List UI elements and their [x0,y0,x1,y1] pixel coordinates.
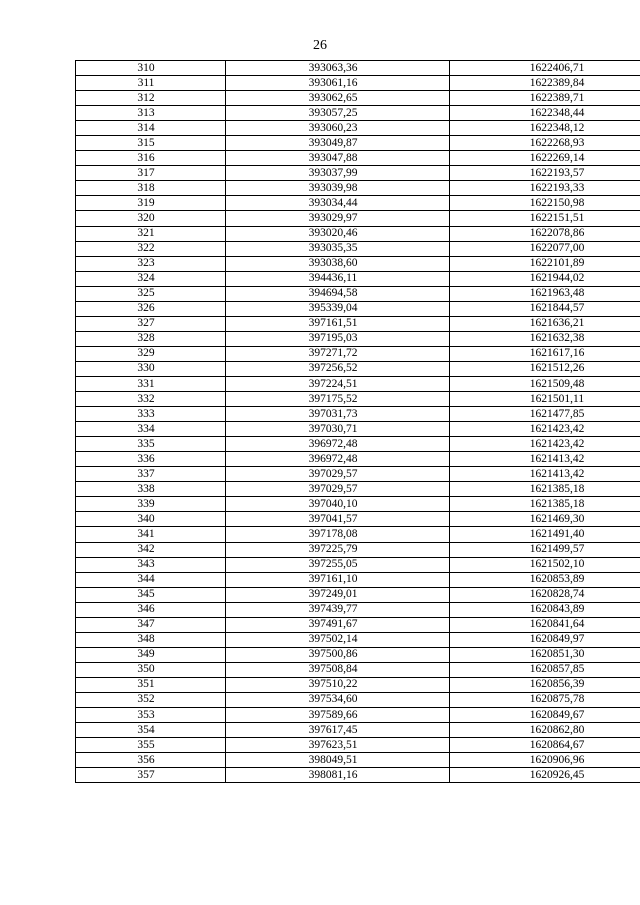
y-coordinate-cell: 1622389,71 [450,91,640,106]
table-row [76,211,640,226]
y-coordinate-cell: 1621963,48 [450,286,640,301]
point-number-cell: 336 [76,452,226,467]
point-number-cell: 314 [76,121,226,136]
x-coordinate-cell: 398049,51 [226,753,450,768]
x-coordinate-cell: 397510,22 [226,677,450,692]
y-coordinate-cell: 1622269,14 [450,151,640,166]
y-coordinate-cell: 1621617,16 [450,346,640,361]
x-coordinate-cell: 397439,77 [226,602,450,617]
table-row [76,723,640,738]
point-number-cell: 347 [76,617,226,632]
point-number-cell: 353 [76,708,226,723]
point-number-cell: 352 [76,692,226,707]
point-number-cell: 320 [76,211,226,226]
table-row [76,61,640,76]
point-number-cell: 317 [76,166,226,181]
table-row [76,482,640,497]
x-coordinate-cell: 393029,97 [226,211,450,226]
y-coordinate-cell: 1621477,85 [450,407,640,422]
point-number-cell: 356 [76,753,226,768]
x-coordinate-cell: 397617,45 [226,723,450,738]
point-number-cell: 329 [76,346,226,361]
x-coordinate-cell: 397491,67 [226,617,450,632]
table-row [76,241,640,256]
point-number-cell: 330 [76,361,226,376]
y-coordinate-cell: 1621499,57 [450,542,640,557]
point-number-cell: 341 [76,527,226,542]
y-coordinate-cell: 1620856,39 [450,677,640,692]
point-number-cell: 318 [76,181,226,196]
y-coordinate-cell: 1621632,38 [450,331,640,346]
point-number-cell: 327 [76,316,226,331]
y-coordinate-cell: 1621509,48 [450,376,640,391]
point-number-cell: 338 [76,482,226,497]
point-number-cell: 350 [76,662,226,677]
y-coordinate-cell: 1622268,93 [450,136,640,151]
point-number-cell: 335 [76,437,226,452]
table-row [76,407,640,422]
table-row [76,617,640,632]
y-coordinate-cell: 1620843,89 [450,602,640,617]
y-coordinate-cell: 1621502,10 [450,557,640,572]
x-coordinate-cell: 393035,35 [226,241,450,256]
point-number-cell: 313 [76,106,226,121]
table-row [76,91,640,106]
point-number-cell: 316 [76,151,226,166]
x-coordinate-cell: 397195,03 [226,331,450,346]
y-coordinate-cell: 1620851,30 [450,647,640,662]
y-coordinate-cell: 1620849,67 [450,708,640,723]
table-row [76,316,640,331]
point-number-cell: 343 [76,557,226,572]
y-coordinate-cell: 1622150,98 [450,196,640,211]
table-row [76,497,640,512]
table-row [76,527,640,542]
x-coordinate-cell: 397534,60 [226,692,450,707]
table-row [76,437,640,452]
y-coordinate-cell: 1621413,42 [450,452,640,467]
y-coordinate-cell: 1621512,26 [450,361,640,376]
table-row [76,512,640,527]
y-coordinate-cell: 1620926,45 [450,768,640,783]
point-number-cell: 345 [76,587,226,602]
y-coordinate-cell: 1620862,80 [450,723,640,738]
x-coordinate-cell: 397040,10 [226,497,450,512]
point-number-cell: 326 [76,301,226,316]
x-coordinate-cell: 397508,84 [226,662,450,677]
point-number-cell: 357 [76,768,226,783]
x-coordinate-cell: 397031,73 [226,407,450,422]
x-coordinate-cell: 397500,86 [226,647,450,662]
y-coordinate-cell: 1622151,51 [450,211,640,226]
point-number-cell: 346 [76,602,226,617]
x-coordinate-cell: 393037,99 [226,166,450,181]
point-number-cell: 344 [76,572,226,587]
table-row [76,196,640,211]
table-row [76,738,640,753]
x-coordinate-cell: 394436,11 [226,271,450,286]
y-coordinate-cell: 1621413,42 [450,467,640,482]
y-coordinate-cell: 1622406,71 [450,61,640,76]
y-coordinate-cell: 1620875,78 [450,692,640,707]
x-coordinate-cell: 397502,14 [226,632,450,647]
x-coordinate-cell: 397030,71 [226,422,450,437]
x-coordinate-cell: 397178,08 [226,527,450,542]
x-coordinate-cell: 397041,57 [226,512,450,527]
y-coordinate-cell: 1620857,85 [450,662,640,677]
table-row [76,452,640,467]
point-number-cell: 323 [76,256,226,271]
point-number-cell: 315 [76,136,226,151]
point-number-cell: 339 [76,497,226,512]
table-row [76,467,640,482]
table-row [76,376,640,391]
x-coordinate-cell: 397271,72 [226,346,450,361]
x-coordinate-cell: 397175,52 [226,392,450,407]
table-row [76,346,640,361]
point-number-cell: 351 [76,677,226,692]
x-coordinate-cell: 397224,51 [226,376,450,391]
table-row [76,166,640,181]
y-coordinate-cell: 1621491,40 [450,527,640,542]
y-coordinate-cell: 1620864,67 [450,738,640,753]
point-number-cell: 310 [76,61,226,76]
y-coordinate-cell: 1620828,74 [450,587,640,602]
y-coordinate-cell: 1621469,30 [450,512,640,527]
table-row [76,587,640,602]
point-number-cell: 332 [76,392,226,407]
point-number-cell: 321 [76,226,226,241]
table-row [76,557,640,572]
point-number-cell: 348 [76,632,226,647]
y-coordinate-cell: 1622077,00 [450,241,640,256]
table-row [76,632,640,647]
y-coordinate-cell: 1622348,12 [450,121,640,136]
table-row [76,708,640,723]
point-number-cell: 331 [76,376,226,391]
table-row [76,331,640,346]
y-coordinate-cell: 1622389,84 [450,76,640,91]
table-row [76,136,640,151]
point-number-cell: 333 [76,407,226,422]
table-row [76,301,640,316]
coordinates-table-body [76,61,640,783]
table-row [76,256,640,271]
point-number-cell: 354 [76,723,226,738]
point-number-cell: 355 [76,738,226,753]
table-row [76,647,640,662]
point-number-cell: 319 [76,196,226,211]
point-number-cell: 340 [76,512,226,527]
point-number-cell: 322 [76,241,226,256]
x-coordinate-cell: 394694,58 [226,286,450,301]
table-row [76,151,640,166]
y-coordinate-cell: 1620849,97 [450,632,640,647]
y-coordinate-cell: 1621944,02 [450,271,640,286]
x-coordinate-cell: 397029,57 [226,482,450,497]
y-coordinate-cell: 1622078,86 [450,226,640,241]
x-coordinate-cell: 397589,66 [226,708,450,723]
x-coordinate-cell: 397161,51 [226,316,450,331]
x-coordinate-cell: 398081,16 [226,768,450,783]
x-coordinate-cell: 393060,23 [226,121,450,136]
y-coordinate-cell: 1622193,57 [450,166,640,181]
x-coordinate-cell: 393034,44 [226,196,450,211]
table-row [76,76,640,91]
y-coordinate-cell: 1621844,57 [450,301,640,316]
x-coordinate-cell: 397225,79 [226,542,450,557]
y-coordinate-cell: 1620853,89 [450,572,640,587]
point-number-cell: 349 [76,647,226,662]
x-coordinate-cell: 393038,60 [226,256,450,271]
y-coordinate-cell: 1621385,18 [450,482,640,497]
point-number-cell: 325 [76,286,226,301]
x-coordinate-cell: 393062,65 [226,91,450,106]
y-coordinate-cell: 1620906,96 [450,753,640,768]
table-row [76,768,640,783]
table-row [76,422,640,437]
x-coordinate-cell: 396972,48 [226,437,450,452]
table-row [76,226,640,241]
x-coordinate-cell: 397249,01 [226,587,450,602]
table-row [76,361,640,376]
point-number-cell: 334 [76,422,226,437]
coordinates-table [75,60,640,783]
table-row [76,572,640,587]
table-row [76,286,640,301]
table-row [76,121,640,136]
point-number-cell: 312 [76,91,226,106]
x-coordinate-cell: 397029,57 [226,467,450,482]
point-number-cell: 311 [76,76,226,91]
table-row [76,692,640,707]
y-coordinate-cell: 1622101,89 [450,256,640,271]
point-number-cell: 342 [76,542,226,557]
x-coordinate-cell: 397256,52 [226,361,450,376]
y-coordinate-cell: 1621423,42 [450,437,640,452]
x-coordinate-cell: 393057,25 [226,106,450,121]
y-coordinate-cell: 1621423,42 [450,422,640,437]
table-row [76,271,640,286]
y-coordinate-cell: 1622193,33 [450,181,640,196]
table-row [76,753,640,768]
y-coordinate-cell: 1620841,64 [450,617,640,632]
y-coordinate-cell: 1622348,44 [450,106,640,121]
table-row [76,677,640,692]
point-number-cell: 337 [76,467,226,482]
x-coordinate-cell: 397623,51 [226,738,450,753]
page-number: 26 [313,38,327,53]
table-row [76,106,640,121]
table-row [76,181,640,196]
table-row [76,602,640,617]
y-coordinate-cell: 1621385,18 [450,497,640,512]
x-coordinate-cell: 396972,48 [226,452,450,467]
x-coordinate-cell: 397161,10 [226,572,450,587]
x-coordinate-cell: 395339,04 [226,301,450,316]
x-coordinate-cell: 393063,36 [226,61,450,76]
table-row [76,542,640,557]
table-row [76,392,640,407]
x-coordinate-cell: 393020,46 [226,226,450,241]
x-coordinate-cell: 393061,16 [226,76,450,91]
x-coordinate-cell: 393039,98 [226,181,450,196]
x-coordinate-cell: 393049,87 [226,136,450,151]
x-coordinate-cell: 397255,05 [226,557,450,572]
x-coordinate-cell: 393047,88 [226,151,450,166]
y-coordinate-cell: 1621636,21 [450,316,640,331]
point-number-cell: 328 [76,331,226,346]
table-row [76,662,640,677]
point-number-cell: 324 [76,271,226,286]
y-coordinate-cell: 1621501,11 [450,392,640,407]
